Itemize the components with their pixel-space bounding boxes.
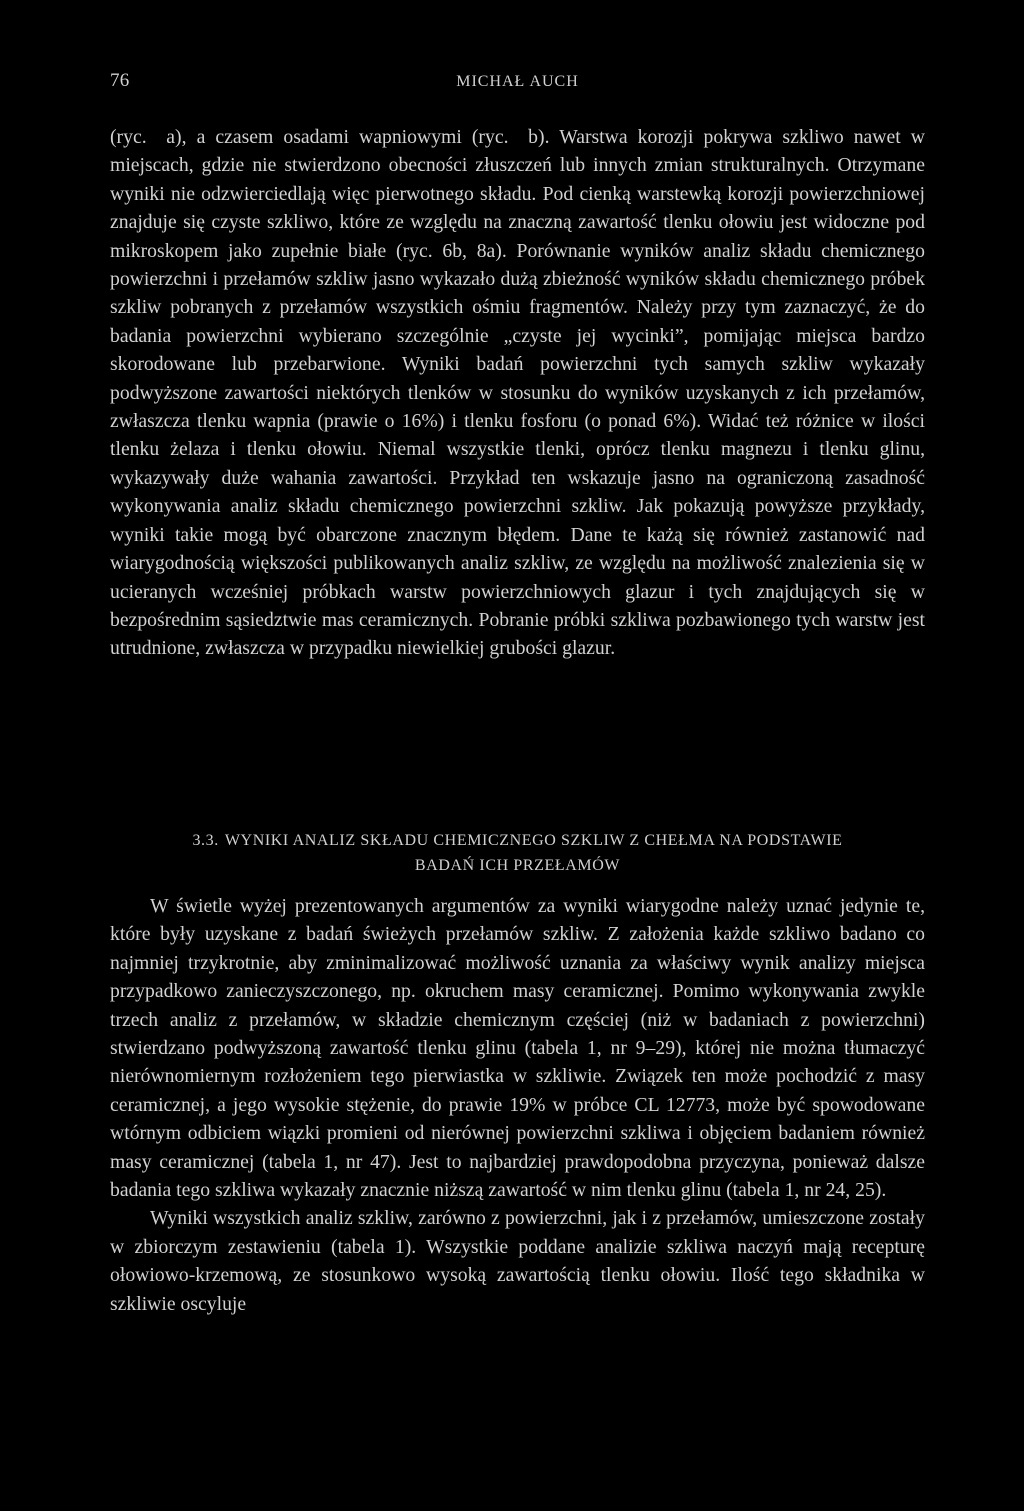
running-head: MICHAŁ AUCH bbox=[456, 73, 579, 90]
page-number: 76 bbox=[110, 70, 130, 91]
section-number: 3.3. bbox=[192, 832, 219, 849]
body-paragraph: (ryc. a), a czasem osadami wapniowymi (ryc. b). Warstwa korozji pokrywa szkliwo nawet w miejscach, gdzie nie stwierdzono obecności złuszczeń lub innych zmian strukturalnych. Otrzymane wyniki nie odzwierciedlają więc pierwotnego składu. Pod cienką warstewką korozji powierzchniowej znajduje się czyste szkliwo, które ze względu na znaczną zawartość tlenku ołowiu jest widoczne pod mikroskopem jako zupełnie białe (ryc. 6b, 8a). Porównanie wyników analiz składu chemicznego powierzchni i przełamów szkliw jasno wykazało dużą zbieżność wyników składu chemicznego próbek szkliw pobranych z przełamów wszystkich ośmiu fragmentów. Należy przy tym zaznaczyć, że do badania powierzchni wybierano szczególnie „czyste jej wycinki”, pomijając miejsca bardzo skorodowane lub przebarwione. Wyniki badań powierzchni tych samych szkliw wykazały podwyższone zawartości niektórych tlenków w stosunku do wyników uzyskanych z ich przełamów, zwłaszcza tlenku wapnia (prawie o 16%) i tlenku fosforu (o ponad 6%). Widać też różnice w ilości tlenku żelaza i tlenku ołowiu. Niemal wszystkie tlenki, oprócz tlenku magnezu i tlenku glinu, wykazywały duże wahania zawartości. Przykład ten wskazuje jasno na ograniczoną zasadność wykonywania analiz składu chemicznego powierzchni szkliw. Jak pokazują powyższe przykłady, wyniki takie mogą być obarczone znacznym błędem. Dane te każą się również zastanowić nad wiarygodnością większości publikowanych analiz szkliw, ze względu na możliwość znalezienia się w ucieranych wcześniej próbkach warstw powierzchniowych glazur i tych znajdujących się w bezpośrednim sąsiedztwie mas ceramicznych. Pobranie próbki szkliwa pozbawionego tych warstw jest utrudnione, zwłaszcza w przypadku niewielkiej grubości glazur. bbox=[110, 126, 925, 660]
body-paragraph: W świetle wyżej prezentowanych argumentów za wyniki wiarygodne należy uznać jedynie te, które były uzyskane z badań świeżych przełamów szkliw. Z założenia każde szkliwo badano co najmniej trzykrotnie, aby zminimalizować możliwość uznania za właściwy wynik analizy miejsca przypadkowo zanieczyszczonego, np. okruchem masy ceramicznej. Pomimo wykonywania zwykle trzech analiz z przełamów, w składzie chemicznym częściej (niż w badaniach z powierzchni) stwierdzano podwyższoną zawartość tlenku glinu (tabela 1, nr 9–29), której nie można tłumaczyć nierównomiernym rozłożeniem tego pierwiastka w szkliwie. Związek ten może pochodzić z masy ceramicznej, a jego wysokie stężenie, do prawie 19% w próbce CL 12773, może być spowodowane wtórnym odbiciem wiązki promieni od nierównej powierzchni szkliwa i objęciem badaniem również masy ceramicznej (tabela 1, nr 47). Jest to najbardziej prawdopodobna przyczyna, ponieważ dalsze badania tego szkliwa wykazały znacznie niższą zawartość w nim tlenku glinu (tabela 1, nr 24, 25). bbox=[110, 895, 925, 1202]
section-heading bbox=[110, 828, 925, 878]
page-header bbox=[110, 70, 925, 94]
body-paragraph: Wyniki wszystkich analiz szkliw, zarówno z powierzchni, jak i z przełamów, umieszczone zostały w zbiorczym zestawieniu (tabela 1). Wszystkie poddane analizie szkliwa naczyń mają recepturę ołowiowo-krzemową, ze stosunkowo wysoką zawartością tlenku ołowiu. Ilość tego składnika w szkliwie oscyluje bbox=[110, 1207, 925, 1315]
section-title-line-1: WYNIKI ANALIZ SKŁADU CHEMICZNEGO SZKLIW Z CHEŁMA NA PODSTAWIE bbox=[224, 832, 843, 849]
section-body bbox=[110, 892, 925, 1318]
section-title-line-2: BADAŃ ICH PRZEŁAMÓW bbox=[414, 857, 621, 874]
